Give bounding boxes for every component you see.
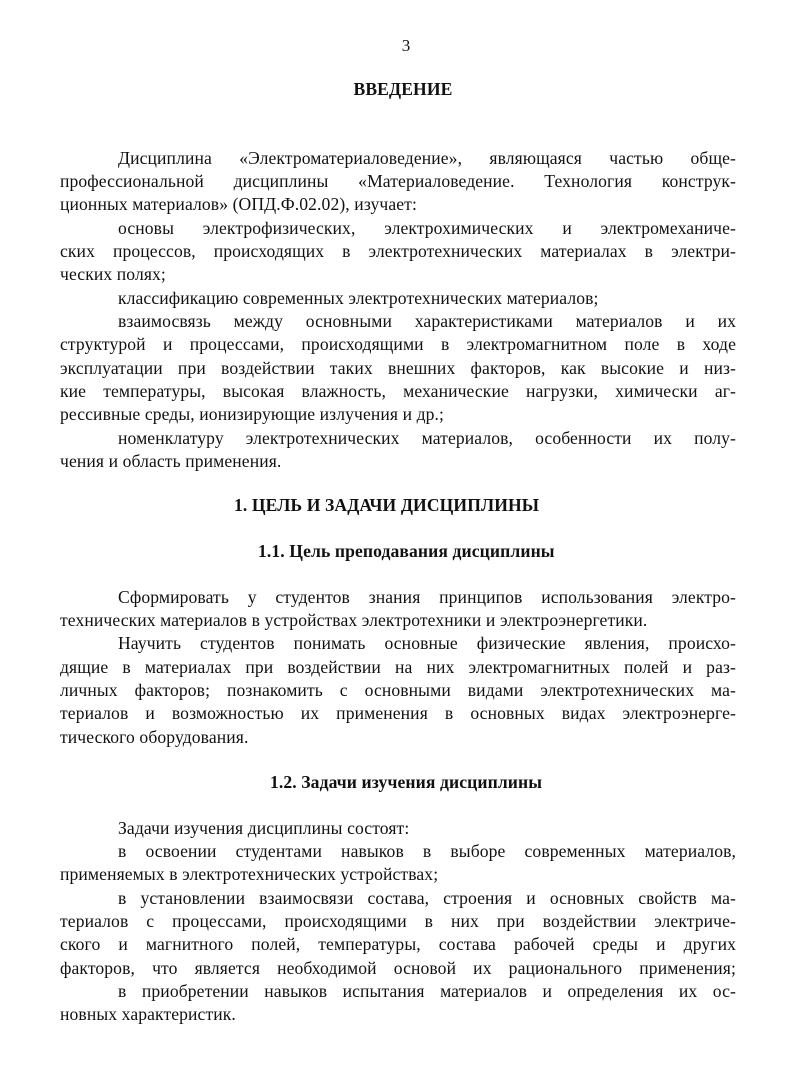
intro-line: эксплуатации при воздействии таких внешних факторов, как высокие и низ- (60, 358, 736, 378)
task-line: Задачи изучения дисциплины состоят: (118, 818, 410, 838)
intro-line: профессиональной дисциплины «Материаловедение. Технология конструк- (60, 171, 736, 191)
intro-line: Дисциплина «Электроматериаловедение», являющаяся частью обще- (118, 148, 736, 168)
intro-line: кие температуры, высокая влажность, механические нагрузки, химически аг- (60, 381, 736, 401)
goal-line: Научить студентов понимать основные физические явления, происхо- (118, 633, 736, 653)
subsection-heading: 1.2. Задачи изучения дисциплины (270, 772, 543, 792)
intro-line: взаимосвязь между основными характеристиками материалов и их (118, 311, 736, 331)
task-line: ского и магнитного полей, температуры, состава рабочей среды и других (60, 934, 736, 954)
task-line: териалов с процессами, происходящими в них при воздействии электриче- (60, 911, 736, 931)
subsection-heading: 1.1. Цель преподавания дисциплины (258, 541, 555, 561)
goal-line: технических материалов в устройствах электротехники и электроэнергетики. (60, 610, 648, 630)
section-heading: 1. ЦЕЛЬ И ЗАДАЧИ ДИСЦИПЛИНЫ (234, 495, 540, 515)
intro-line: структурой и процессами, происходящими в электромагнитном поле в ходе (60, 334, 736, 354)
intro-line: рессивные среды, ионизирующие излучения и др.; (60, 404, 445, 424)
task-line: применяемых в электротехнических устройствах; (60, 864, 439, 884)
intro-line: классификацию современных электротехнических материалов; (118, 288, 599, 308)
intro-line: ческих полях; (60, 264, 166, 284)
task-line: в приобретении навыков испытания материалов и определения их ос- (118, 981, 736, 1001)
task-line: в установлении взаимосвязи состава, строения и основных свойств ма- (118, 888, 736, 908)
intro-line: номенклатуру электротехнических материалов, особенности их полу- (118, 428, 736, 448)
goal-line: Сформировать у студентов знания принципов использования электро- (118, 587, 736, 607)
intro-heading: ВВЕДЕНИЕ (353, 79, 453, 99)
page-number: 3 (401, 36, 411, 55)
goal-line: тического оборудования. (60, 727, 249, 747)
task-line: в освоении студентами навыков в выборе современных материалов, (118, 841, 736, 861)
task-line: новных характеристик. (60, 1004, 236, 1024)
intro-line: ских процессов, происходящих в электротехнических материалах в электри- (60, 241, 736, 261)
intro-line: чения и область применения. (60, 451, 282, 471)
goal-line: териалов и возможностью их применения в основных видах электроэнерге- (60, 703, 736, 723)
intro-line: ционных материалов» (ОПД.Ф.02.02), изучает: (60, 194, 417, 214)
goal-line: личных факторов; познакомить с основными видами электротехнических ма- (60, 680, 736, 700)
goal-line: дящие в материалах при воздействии на них электромагнитных полей и раз- (60, 657, 736, 677)
intro-line: основы электрофизических, электрохимических и электромеханиче- (118, 218, 736, 238)
task-line: факторов, что является необходимой основой их рационального применения; (60, 958, 736, 978)
